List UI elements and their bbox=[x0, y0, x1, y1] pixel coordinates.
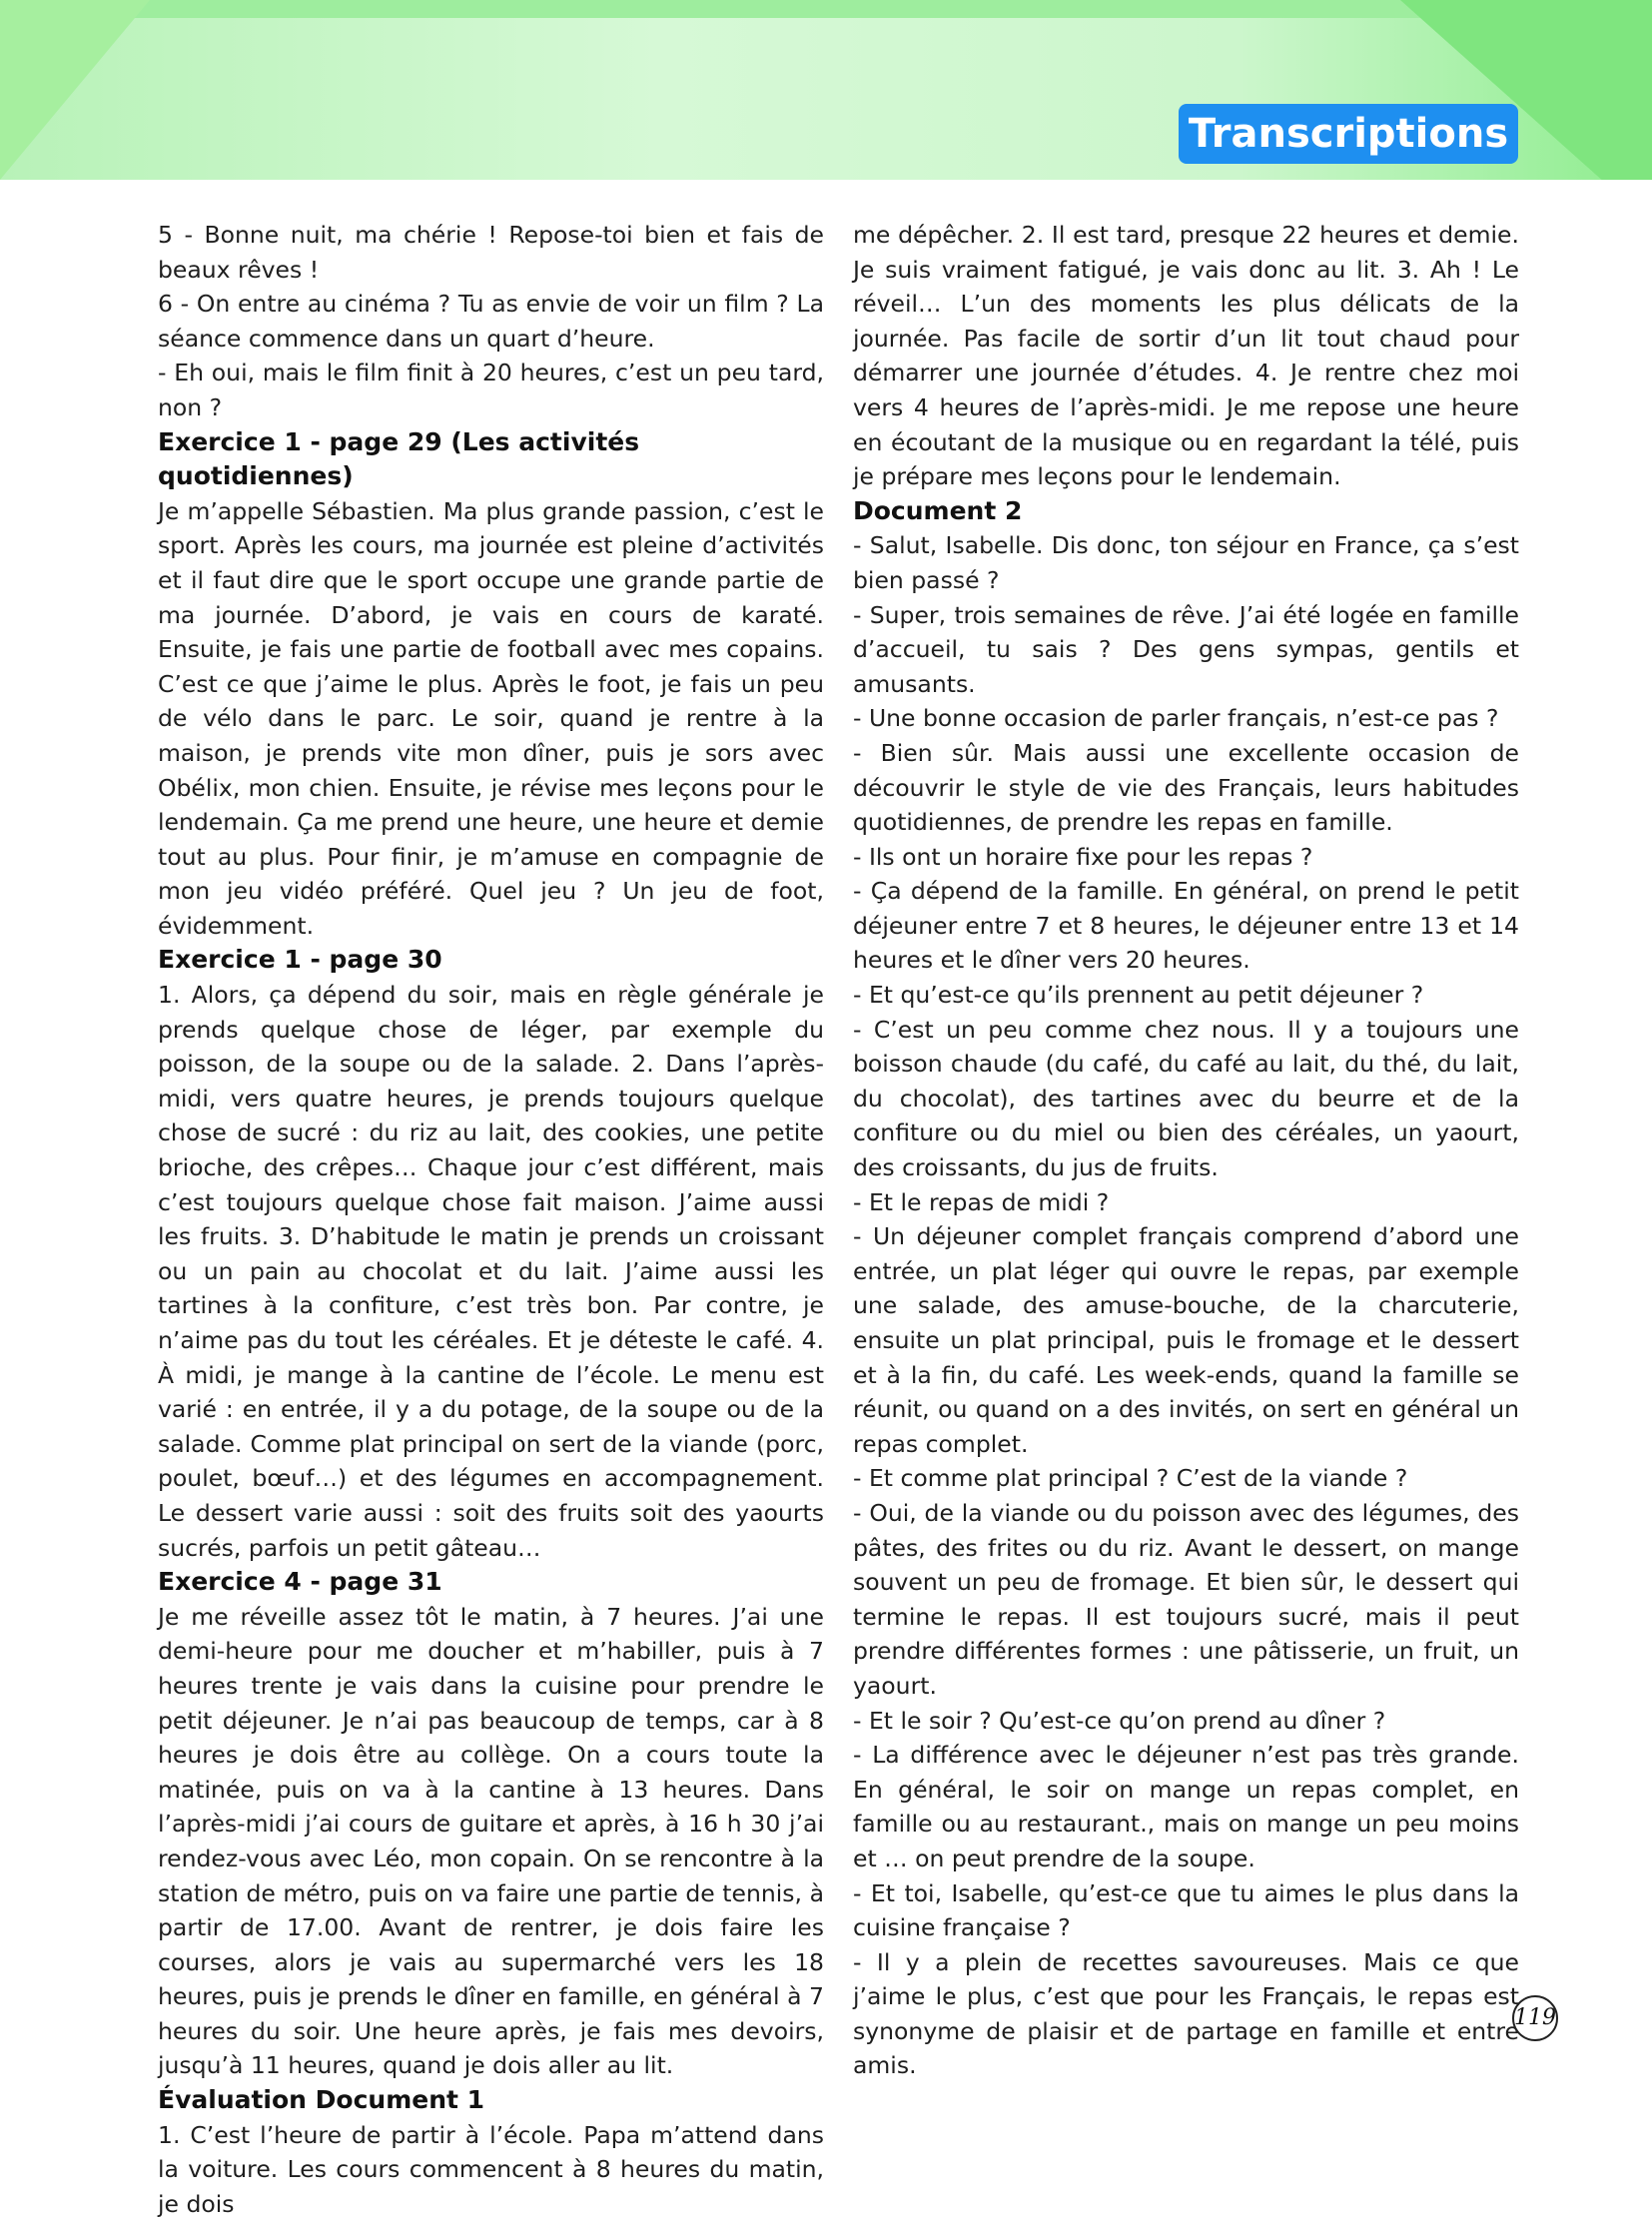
paragraph: - Et le repas de midi ? bbox=[853, 1187, 1110, 1216]
paragraph: - Il y a plein de recettes savoureuses. Mais ce que j’aime le plus, c’est que pour les Français, le repas est synonyme de plaisir et de partage en famille et entre amis. bbox=[853, 1947, 1519, 2080]
paragraph: - Ils ont un horaire fixe pour les repas ? bbox=[853, 842, 1313, 871]
paragraph: - Et comme plat principal ? C’est de la viande ? bbox=[853, 1464, 1408, 1493]
paragraph: - Oui, de la viande ou du poisson avec des légumes, des pâtes, des frites ou du riz. Avant le dessert, on mange souvent un peu de fromage. Et bien sûr, le dessert qui termine le repas. Il est toujours sucré, mais il peut prendre différentes formes : une pâtisserie, un fruit, un yaourt. bbox=[853, 1498, 1519, 1700]
paragraph: - Et qu’est-ce qu’ils prennent au petit déjeuner ? bbox=[853, 981, 1424, 1010]
header-wedge-left bbox=[0, 0, 150, 180]
paragraph: - C’est un peu comme chez nous. Il y a toujours une boisson chaude (du café, du café au lait, du thé, du lait, du chocolat), des tartines avec du beurre et de la confiture ou du miel ou bien des céréales, un yaourt, des croissants, du jus de fruits. bbox=[853, 1015, 1519, 1182]
page-number: 119 bbox=[1512, 1995, 1558, 2041]
paragraph: - La différence avec le déjeuner n’est pas très grande. En général, le soir on mange un repas complet, en famille ou au restaurant., mais on mange un peu moins et … on peut prendre de la soupe. bbox=[853, 1741, 1519, 1872]
paragraph: - Super, trois semaines de rêve. J’ai été logée en famille d’accueil, tu sais ? Des gens sympas, gentils et amusants. bbox=[853, 600, 1519, 698]
paragraph: - Une bonne occasion de parler français, n’est-ce pas ? bbox=[853, 704, 1499, 733]
paragraph: 1. C’est l’heure de partir à l’école. Papa m’attend dans la voiture. Les cours commencent à 8 heures du matin, je dois bbox=[158, 2120, 824, 2218]
left-column bbox=[158, 218, 824, 2221]
paragraph: 6 - On entre au cinéma ? Tu as envie de voir un film ? La séance commence dans un quart d’heure. bbox=[158, 290, 824, 353]
paragraph: me dépêcher. 2. Il est tard, presque 22 heures et demie. Je suis vraiment fatigué, je vais donc au lit. 3. Ah ! Le réveil… L’un des moments les plus délicats de la journée. Pas facile de sortir d’un lit tout chaud pour démarrer une journée d’études. 4. Je rentre chez moi vers 4 heures de l’après-midi. Je me repose une heure en écoutant de la musique ou en regardant la télé, puis je prépare mes leçons pour le lendemain. bbox=[853, 221, 1519, 491]
paragraph: - Salut, Isabelle. Dis donc, ton séjour en France, ça s’est bien passé ? bbox=[853, 531, 1519, 594]
paragraph: - Eh oui, mais le film finit à 20 heures, c’est un peu tard, non ? bbox=[158, 359, 824, 421]
paragraph: - Ça dépend de la famille. En général, on prend le petit déjeuner entre 7 et 8 heures, le déjeuner entre 13 et 14 heures et le dîner vers 20 heures. bbox=[853, 877, 1519, 975]
section-heading: Document 2 bbox=[853, 495, 1023, 525]
page-header bbox=[0, 0, 1652, 180]
paragraph: Je m’appelle Sébastien. Ma plus grande passion, c’est le sport. Après les cours, ma journée est pleine d’activités et il faut dire que le sport occupe une grande partie de ma journée. D’abord, je vais en cours de karaté. Ensuite, je fais une partie de football avec mes copains. C’est ce que j’aime le plus. Après le foot, je fais un peu de vélo dans le parc. Le soir, quand je rentre à la maison, je prends vite mon dîner, puis je sors avec Obélix, mon chien. Ensuite, je révise mes leçons pour le lendemain. Ça me prend une heure, une heure et demie tout au plus. Pour finir, je m’amuse en compagnie de mon jeu vidéo préféré. Quel jeu ? Un jeu de foot, évidemment. bbox=[158, 496, 824, 940]
paragraph: - Bien sûr. Mais aussi une excellente occasion de découvrir le style de vie des Français, leurs habitudes quotidiennes, de prendre les repas en famille. bbox=[853, 738, 1519, 837]
paragraph: 5 - Bonne nuit, ma chérie ! Repose-toi bien et fais de beaux rêves ! bbox=[158, 221, 824, 284]
section-heading: Exercice 1 - page 29 (Les activités quotidiennes) bbox=[158, 426, 640, 491]
paragraph: 1. Alors, ça dépend du soir, mais en règle générale je prends quelque chose de léger, par exemple du poisson, de la soupe ou de la salade. 2. Dans l’après-midi, vers quatre heures, je prends toujours quelque chose de sucré : du riz au lait, des cookies, une petite brioche, des crêpes… Chaque jour c’est différent, mais c’est toujours quelque chose fait maison. J’aime aussi les fruits. 3. D’habitude le matin je prends un croissant ou un pain au chocolat et du lait. J’aime aussi les tartines à la confiture, c’est très bon. Par contre, je n’aime pas du tout les céréales. Et je déteste le café. 4. À midi, je mange à la cantine de l’école. Le menu est varié : en entrée, il y a du potage, de la soupe ou de la salade. Comme plat principal on sert de la viande (porc, poulet, bœuf…) et des légumes en accompagnement. Le dessert varie aussi : soit des fruits soit des yaourts sucrés, parfois un petit gâteau… bbox=[158, 981, 824, 1562]
paragraph: Je me réveille assez tôt le matin, à 7 heures. J’ai une demi-heure pour me doucher et m’habiller, puis à 7 heures trente je vais dans la cuisine pour prendre le petit déjeuner. Je n’ai pas beaucoup de temps, car à 8 heures je dois être au collège. On a cours toute la matinée, puis on va à la cantine à 13 heures. Dans l’après-midi j’ai cours de guitare et après, à 16 h 30 j’ai rendez-vous avec Léo, mon copain. On se rencontre à la station de métro, puis on va faire une partie de tennis, à partir de 17.00. Avant de rentrer, je dois faire les courses, alors je vais au supermarché vers les 18 heures, puis je prends le dîner en famille, en général à 7 heures du soir. Une heure après, je fais mes devoirs, jusqu’à 11 heures, quand je dois aller au lit. bbox=[158, 1602, 824, 2080]
paragraph: - Et toi, Isabelle, qu’est-ce que tu aimes le plus dans la cuisine française ? bbox=[853, 1878, 1519, 1942]
section-title-badge: Transcriptions bbox=[1179, 104, 1518, 164]
paragraph: - Un déjeuner complet français comprend d’abord une entrée, un plat léger qui ouvre le repas, par exemple une salade, des amuse-bouche, de la charcuterie, ensuite un plat principal, puis le fromage et le dessert et à la fin, du café. Les week-ends, quand la famille se réunit, ou quand on a des invités, on sert en général un repas complet. bbox=[853, 1222, 1519, 1458]
section-heading: Exercice 1 - page 30 bbox=[158, 945, 442, 975]
section-heading: Exercice 4 - page 31 bbox=[158, 1567, 442, 1597]
section-heading: Évaluation Document 1 bbox=[158, 2085, 485, 2115]
right-column bbox=[853, 218, 1519, 2083]
paragraph: - Et le soir ? Qu’est-ce qu’on prend au dîner ? bbox=[853, 1706, 1386, 1735]
